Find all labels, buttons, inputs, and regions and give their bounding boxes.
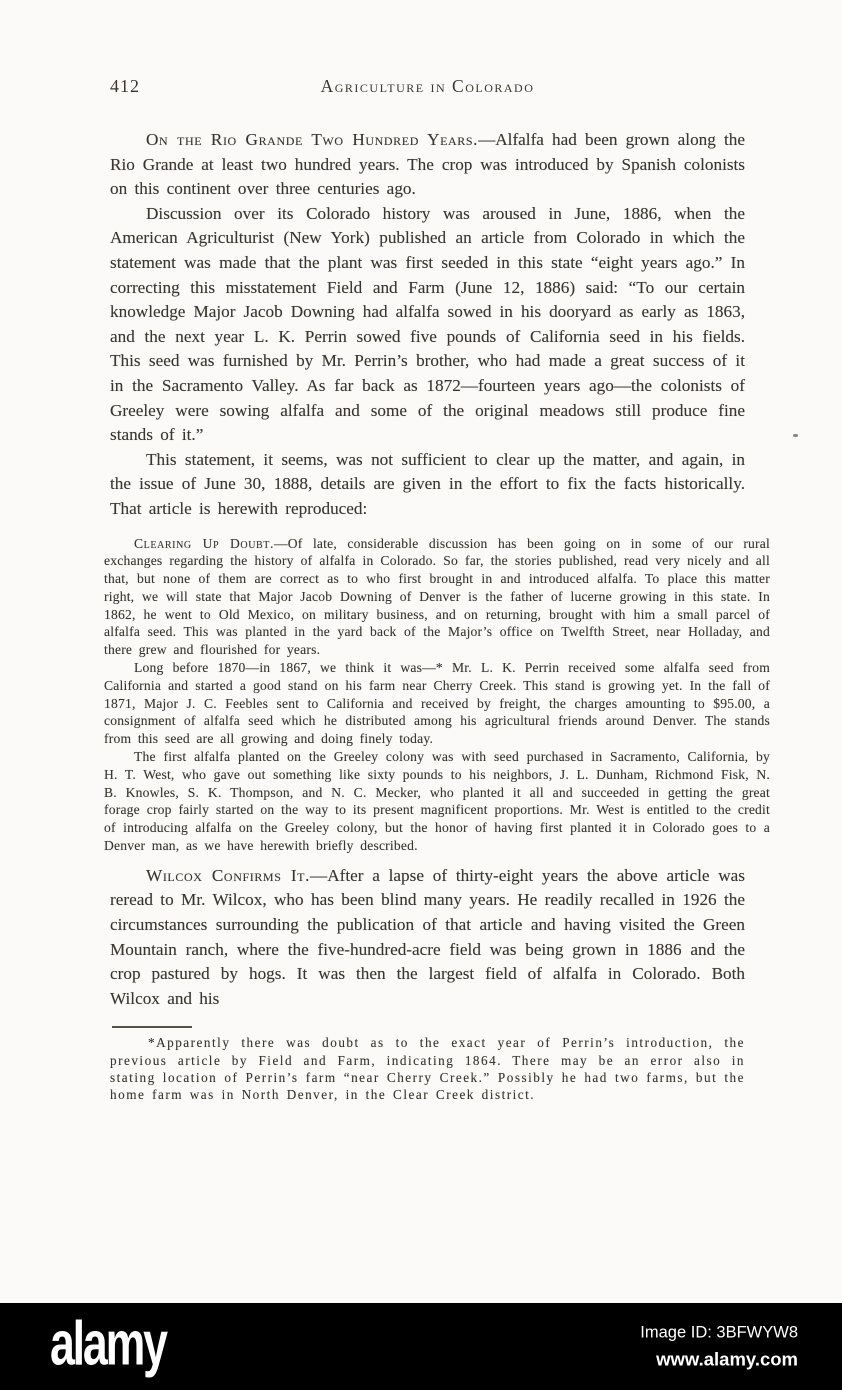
running-title: Agriculture in Colorado (320, 76, 535, 96)
paragraph-heading: On the Rio Grande Two Hundred Years. (146, 130, 479, 149)
paragraph-text: Discussion over its Colorado history was aroused in June, 1886, when the American Agriculturist (New York) published an article from Colorado in which the statement was made that the plant was first seeded in this state “eight years ago.” In correcting this misstatement Field and Farm (June 12, 1886) said: “To our certain knowledge Major Jacob Downing had alfalfa sowed in his dooryard as early as 1863, and the next year L. K. Perrin sowed five pounds of California seed in his fields. This seed was furnished by Mr. Perrin’s brother, who had made a great success of it in the Sacramento Valley. As far back as 1872—fourteen years ago—the colonists of Greeley were sowing alfalfa and some of the original meadows still produce fine stands of it.” (110, 203, 745, 445)
alamy-url: www.alamy.com (656, 1348, 798, 1369)
scan-artifact-dot (793, 434, 798, 437)
excerpt-text: —Of late, considerable discussion has been going on in some of our rural exchanges regarding the history of alfalfa in Colorado. So far, the stories published, read very nicely and all that, but none of them are correct as to who first brought in and introduced alfalfa. To place this matter right, we will state that Major Jacob Downing of Denver is the father of lucerne growing in this state. In 1862, he went to Old Mexico, on military business, and on returning, brought with him a small parcel of alfalfa seed. This was planted in the yard back of the Major’s office on Twelfth Street, near Holladay, and there grew and flourished for years. (104, 535, 770, 658)
image-id-label: Image ID: 3BFWYW8 (640, 1323, 798, 1341)
excerpt-text: The first alfalfa planted on the Greeley colony was with seed purchased in Sacramento, California, by H. T. West, who gave out something like sixty pounds to his neighbors, J. L. Dunham, Richmond Fisk, N. B. Knowles, S. K. Thompson, and N. C. Mecker, who planted it all and succeeded in getting the great forage crop fairly started on the way to its present magnificent proportions. Mr. West is entitled to the credit of introducing alfalfa on the Greeley colony, but the honor of having first planted it in Colorado goes to a Denver man, as we have herewith briefly described. (104, 749, 770, 854)
excerpt-paragraph-long-before (104, 659, 770, 748)
excerpt-paragraph-first-alfalfa (104, 748, 770, 855)
paragraph-this-statement (110, 448, 745, 522)
footnote-text: *Apparently there was doubt as to the exact year of Perrin’s introduction, the previous article by Field and Farm, indicating 1864. There may be an error also in stating location of Perrin’s farm “near Cherry Creek.” Possibly he had two farms, but the home farm was in North Denver, in the Clear Creek district. (110, 1035, 745, 1103)
paragraph-text: —Alfalfa had been grown along the Rio Grande at least two hundred years. The crop was introduced by Spanish colonists on this continent over three centuries ago. (110, 130, 745, 199)
paragraph-text: —After a lapse of thirty-eight years the above article was reread to Mr. Wilcox, who has been blind many years. He readily recalled in 1926 the circumstances surrounding the publication of that article and having visited the Green Mountain ranch, where the five-hundred-acre field was being grown in 1886 and the crop pastured by hogs. It was then the largest field of alfalfa in Colorado. Both Wilcox and his (110, 865, 745, 1008)
alamy-logo: alamy (50, 1309, 166, 1379)
page-header (110, 76, 745, 98)
paragraph-heading: Wilcox Confirms It. (146, 865, 310, 885)
excerpt-text: Long before 1870—in 1867, we think it was—* Mr. L. K. Perrin received some alfalfa seed from California and started a good stand on his farm near Cherry Creek. This stand is growing yet. In the fall of 1871, Major J. C. Feebles sent to California and received by freight, the charges amounting to $95.00, a consignment of alfalfa seed which he distributed among his agricultural friends around Denver. The stands from this seed are all growing and doing finely today. (104, 660, 770, 747)
paragraph-discussion (110, 202, 745, 448)
paragraph-wilcox-confirms (110, 864, 745, 1012)
paragraph-text: This statement, it seems, was not sufficient to clear up the matter, and again, in the issue of June 30, 1888, details are given in the effort to fix the facts historically. That article is herewith reproduced: (110, 449, 745, 518)
excerpt-heading: Clearing Up Doubt. (134, 535, 274, 551)
footnote-separator-rule (112, 1026, 192, 1028)
reproduced-article-block (104, 535, 770, 855)
page-number: 412 (110, 76, 140, 96)
paragraph-rio-grande (110, 128, 745, 202)
excerpt-paragraph-clearing-up-doubt (104, 535, 770, 660)
alamy-watermark-bar (0, 1303, 842, 1390)
alamy-bar-info (640, 1323, 798, 1370)
